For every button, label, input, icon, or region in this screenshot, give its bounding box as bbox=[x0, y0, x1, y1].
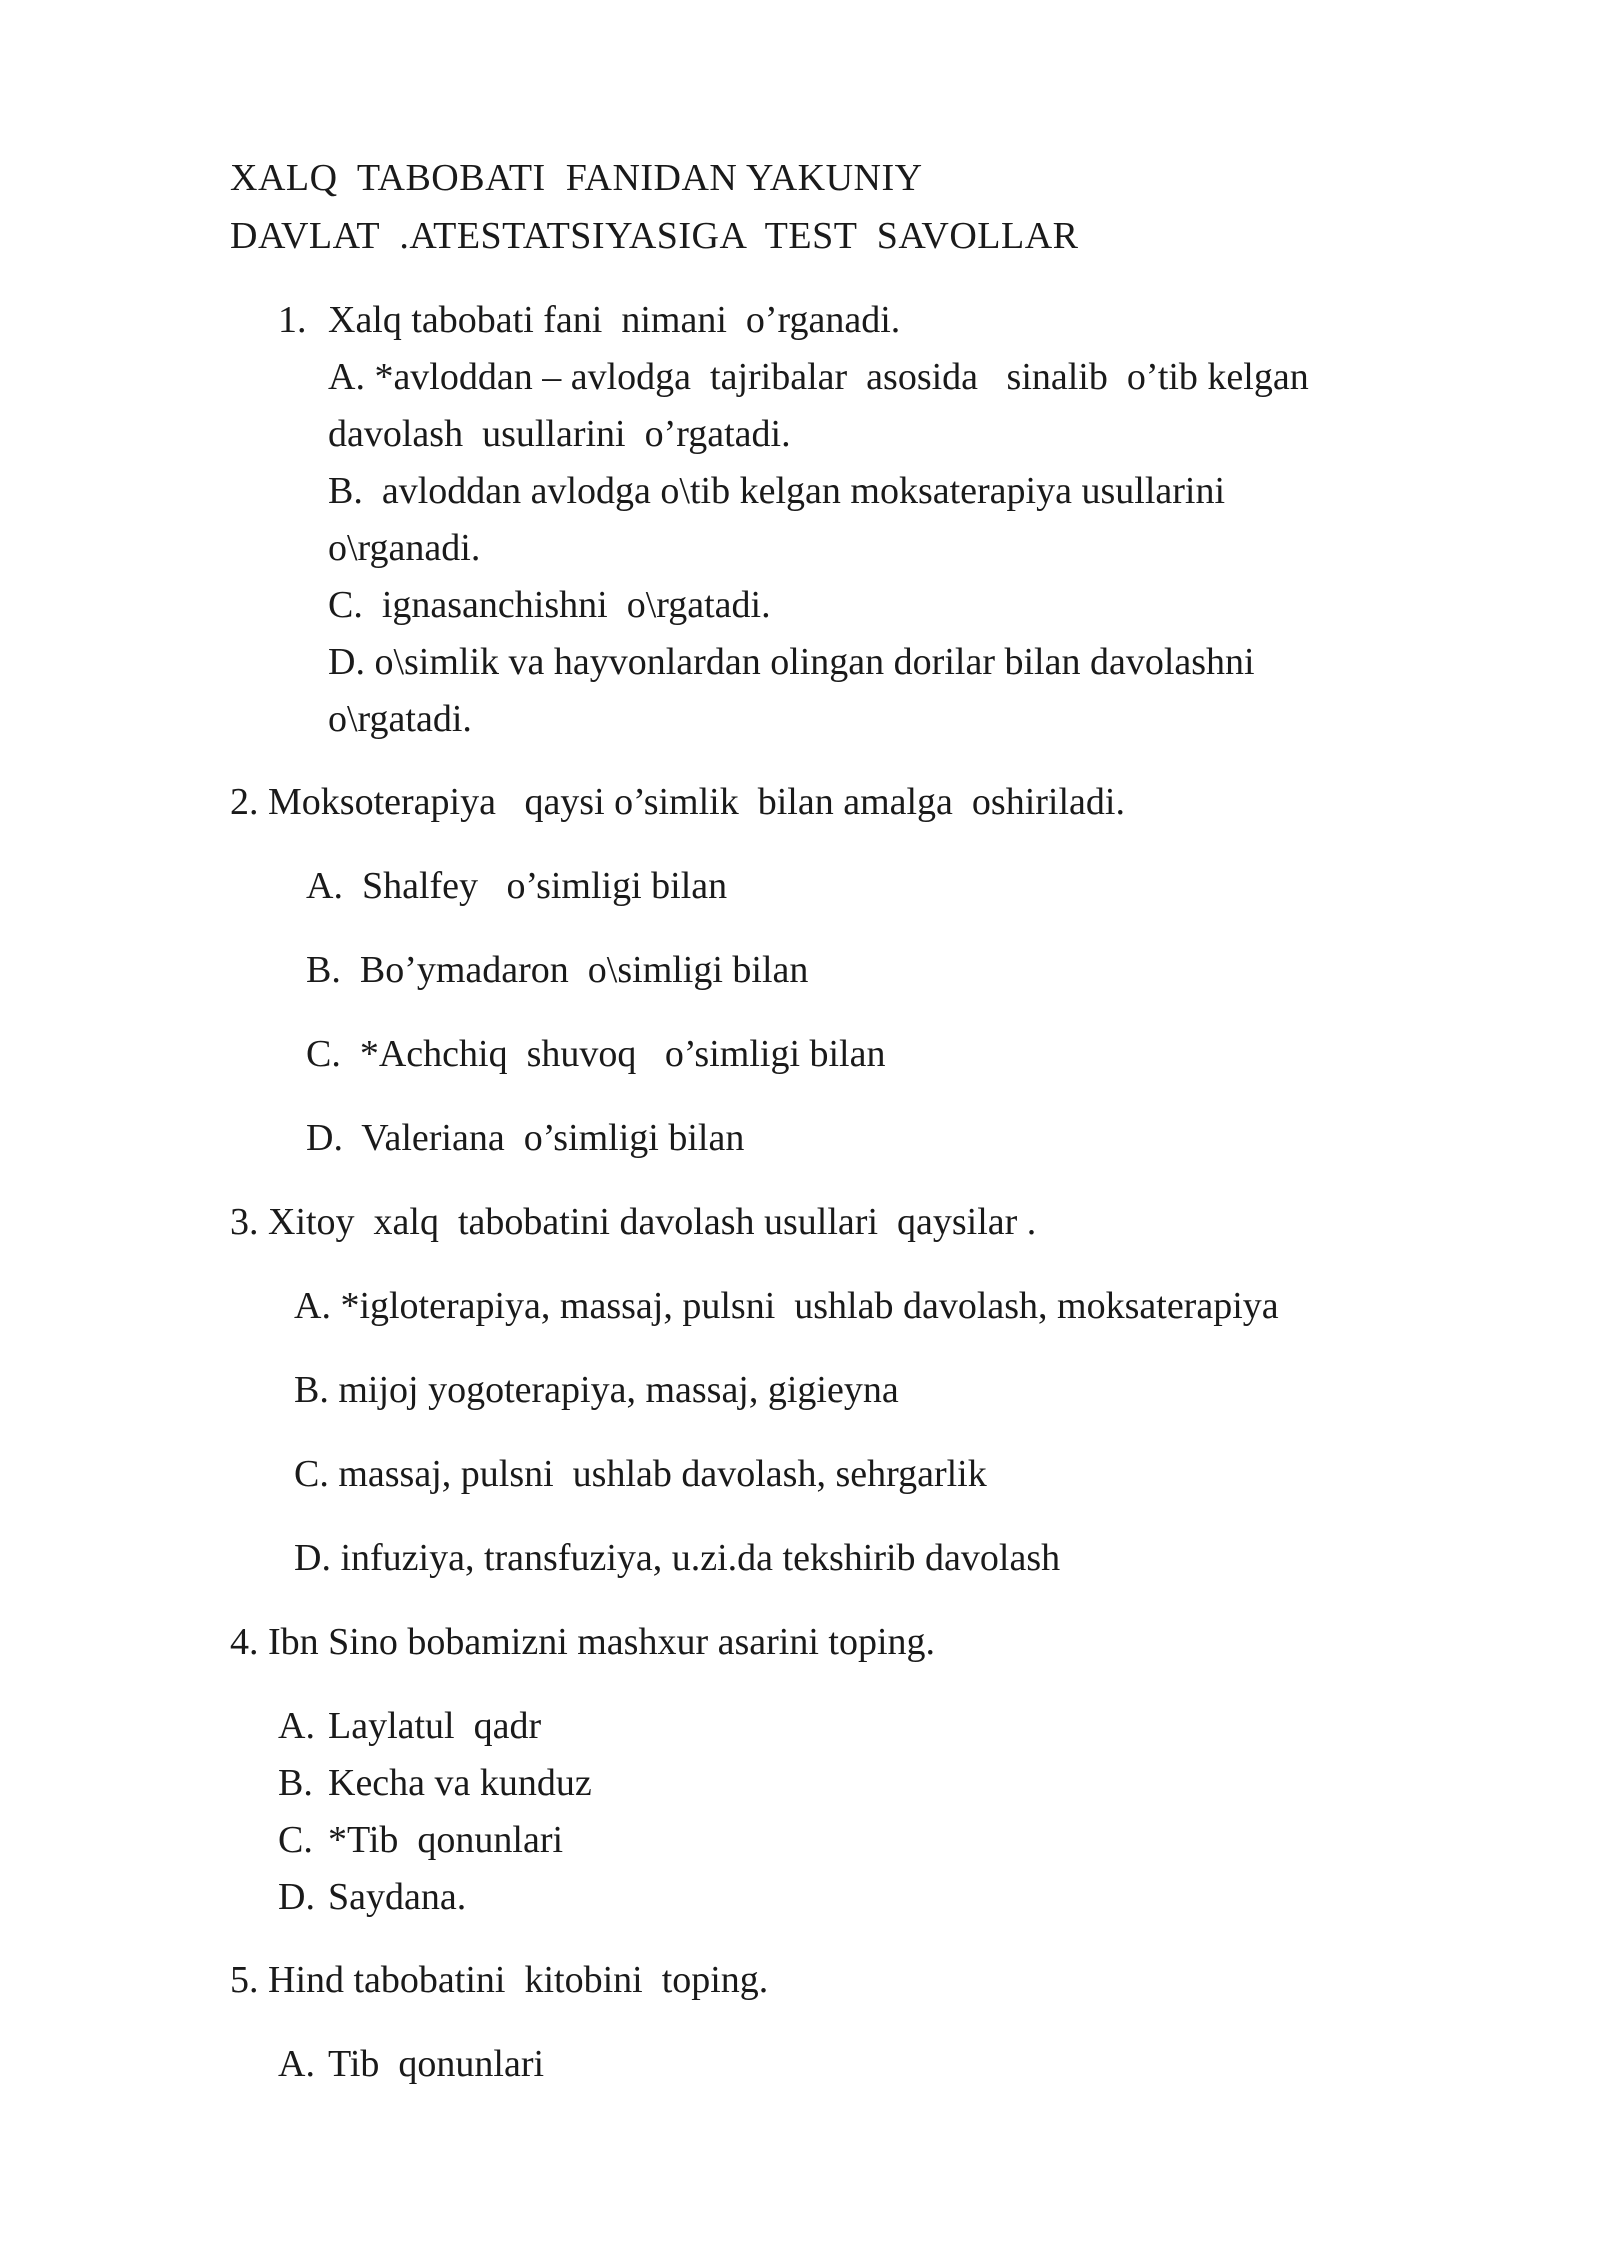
question-5-text: 5. Hind tabobatini kitobini toping. bbox=[230, 1959, 769, 2001]
question-3-text: 3. Xitoy xalq tabobatini davolash usullari qaysilar . bbox=[230, 1201, 1037, 1243]
question-4-option-d: Saydana. bbox=[328, 1876, 467, 1918]
question-1-option-c: C. ignasanchishni o\rgatadi. bbox=[328, 584, 771, 626]
question-4-option-b-letter: B. bbox=[278, 1762, 313, 1804]
question-1-option-b-line-1: B. avloddan avlodga o\tib kelgan moksaterapiya usullarini bbox=[328, 470, 1226, 512]
question-4-option-a: Laylatul qadr bbox=[328, 1705, 542, 1747]
question-2-option-c: C. *Achchiq shuvoq o’simligi bilan bbox=[306, 1033, 886, 1075]
question-2-option-b: B. Bo’ymadaron o\simligi bilan bbox=[306, 949, 809, 991]
question-1-number: 1. bbox=[278, 299, 307, 341]
question-3-option-d: D. infuziya, transfuziya, u.zi.da tekshirib davolash bbox=[294, 1537, 1061, 1579]
question-1-option-a-line-2: davolash usullarini o’rgatadi. bbox=[328, 413, 791, 455]
question-5-option-a-letter: A. bbox=[278, 2043, 315, 2085]
document-title-line-2: DAVLAT .ATESTATSIYASIGA TEST SAVOLLAR bbox=[230, 215, 1079, 257]
question-4-option-d-letter: D. bbox=[278, 1876, 315, 1918]
question-5-option-a: Tib qonunlari bbox=[328, 2043, 545, 2085]
question-4-option-c-letter: C. bbox=[278, 1819, 313, 1861]
question-4-option-b: Kecha va kunduz bbox=[328, 1762, 592, 1804]
question-1-option-b-line-2: o\rganadi. bbox=[328, 527, 481, 569]
question-3-option-a: A. *igloterapiya, massaj, pulsni ushlab davolash, moksaterapiya bbox=[294, 1285, 1279, 1327]
question-1-option-d-line-1: D. o\simlik va hayvonlardan olingan dorilar bilan davolashni bbox=[328, 641, 1255, 683]
question-4-text: 4. Ibn Sino bobamizni mashxur asarini toping. bbox=[230, 1621, 936, 1663]
question-1-option-d-line-2: o\rgatadi. bbox=[328, 698, 472, 740]
document-title-line-1: XALQ TABOBATI FANIDAN YAKUNIY bbox=[230, 157, 923, 199]
question-2-option-a: A. Shalfey o’simligi bilan bbox=[306, 865, 728, 907]
question-4-option-a-letter: A. bbox=[278, 1705, 315, 1747]
question-2-option-d: D. Valeriana o’simligi bilan bbox=[306, 1117, 745, 1159]
question-4-option-c: *Tib qonunlari bbox=[328, 1819, 564, 1861]
question-3-option-c: C. massaj, pulsni ushlab davolash, sehrgarlik bbox=[294, 1453, 987, 1495]
question-1-option-a-line-1: A. *avloddan – avlodga tajribalar asosida sinalib o’tib kelgan bbox=[328, 356, 1309, 398]
question-1-text: Xalq tabobati fani nimani o’rganadi. bbox=[328, 299, 901, 341]
question-3-option-b: B. mijoj yogoterapiya, massaj, gigieyna bbox=[294, 1369, 899, 1411]
question-2-text: 2. Moksoterapiya qaysi o’simlik bilan amalga oshiriladi. bbox=[230, 781, 1125, 823]
